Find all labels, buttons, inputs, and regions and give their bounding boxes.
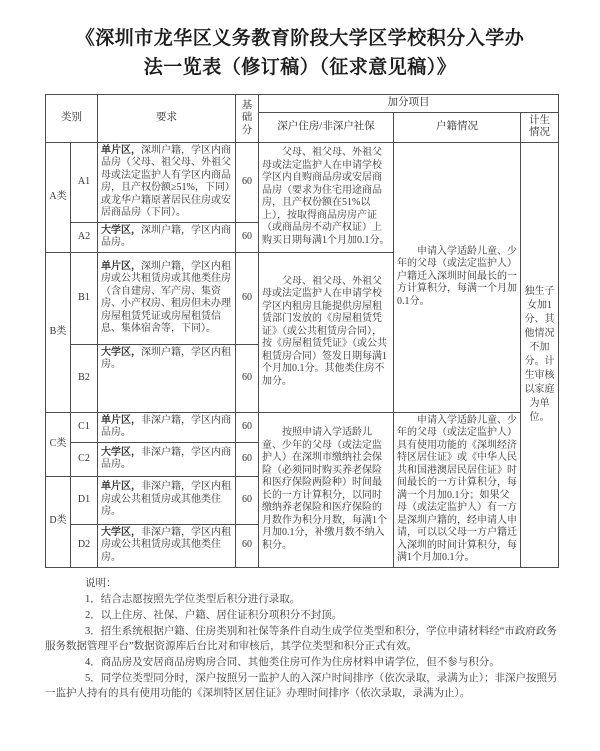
page-title-line1: 《深圳市龙华区义务教育阶段大学区学校积分入学办 <box>75 28 525 49</box>
note-item-1: 1．结合志愿按照先学位类型后积分进行录取。 <box>85 593 301 605</box>
row-b2-code: B2 <box>71 344 98 412</box>
row-b1-lead: 单片区， <box>101 260 141 272</box>
group-b-label: B类 <box>46 252 71 412</box>
row-a1-code: A1 <box>71 142 98 222</box>
header-hukou: 户籍情况 <box>394 112 521 142</box>
group-d-label: D类 <box>46 476 71 567</box>
note-item-3: 3．招生系统根据户籍、住房类别和社保等条件自动生成学位类型和积分，学位申请材料经“市政府政务服务数据管理平台”数据资源库后台比对和审核后，其学位类型和积分正式有效。 <box>45 625 557 652</box>
row-a1-lead: 单片区， <box>101 144 141 156</box>
bonus-housing-a: 父母、祖父母、外祖父母或法定监护人在申请学校学区内自购商品房或安居商品房（要求为住宅用途商品房，且产权份额在51%以上），按取得商品房房产证（或商品房不动产权证）上购买日期每满1个月加0.1分。 <box>259 142 394 252</box>
row-a2-code: A2 <box>71 222 98 252</box>
bonus-social-cd: 按照申请入学适龄儿童、少年的父母（或法定监护人）在深圳市缴纳社会保险（必须同时购买养老保险和医疗保险两险种）时间最长的一方计算积分，以同时缴纳养老保险和医疗保险的月数作为积分月数，每满1个月加0.1分，补缴月数不纳入积分。 <box>259 412 394 567</box>
row-d1-req-text: 非深户籍，学区内租房或公共租赁房或其他类住房。 <box>101 481 231 518</box>
note-item-2: 2．以上住房、社保、户籍、居住证积分项积分不封顶。 <box>85 609 343 621</box>
row-a2-req-text: 深圳户籍，学区内商品房。 <box>101 224 231 248</box>
table-row-a1 <box>46 142 559 222</box>
row-c1-requirement <box>98 412 236 442</box>
header-requirement: 要求 <box>98 95 236 143</box>
bonus-family-planning: 独生子女加1分、其他情况不加分。计生审核以家庭为单位。 <box>521 142 559 567</box>
row-b2-req-text: 深圳户籍，学区内租房。 <box>101 346 231 370</box>
header-family-planning: 计生情况 <box>521 112 559 142</box>
row-b1-code: B1 <box>71 252 98 344</box>
row-b2-requirement <box>98 344 236 412</box>
row-a1-score: 60 <box>236 142 259 222</box>
row-a1-requirement <box>98 142 236 222</box>
row-d2-requirement <box>98 524 236 567</box>
row-c2-req-text: 非深户籍，学区内商品房。 <box>101 446 231 470</box>
header-bonus-group: 加分项目 <box>259 95 559 113</box>
row-b1-req-text: 深圳户籍，学区内租房或公共租赁房或其他类住房（含自建房、军产房、集资房、小产权房、租房但未办理房屋租赁凭证或房屋租赁信息、集体宿舍等，下同）。 <box>101 260 231 334</box>
group-a-label: A类 <box>46 142 71 252</box>
row-b2-score: 60 <box>236 344 259 412</box>
row-b2-lead: 大学区， <box>101 346 141 358</box>
header-base-score: 基础分 <box>236 95 259 143</box>
table-row-c1 <box>46 412 559 442</box>
row-d2-score: 60 <box>236 524 259 567</box>
row-c2-score: 60 <box>236 442 259 476</box>
row-b1-score: 60 <box>236 252 259 344</box>
row-c1-lead: 单片区， <box>101 414 141 426</box>
page-title <box>0 24 600 82</box>
bonus-hukou-cd: 申请入学适龄儿童、少年的父母（或法定监护人）具有使用功能的《深圳经济特区居住证》或《中华人民共和国港澳居民居住证》时间最长的一方计算积分，每满一个月加0.1分；如果父母（或法定监护人）有一方是深圳户籍的，经申请人申请，可以以父母一方户籍迁入深圳的时间计算积分，每满1个月加0.1分。 <box>394 412 521 567</box>
row-c1-score: 60 <box>236 412 259 442</box>
row-c2-code: C2 <box>71 442 98 476</box>
row-c2-lead: 大学区， <box>101 446 141 458</box>
row-d2-lead: 大学区， <box>101 526 141 538</box>
row-d1-code: D1 <box>71 476 98 524</box>
row-c1-code: C1 <box>71 412 98 442</box>
notes-section <box>45 576 558 701</box>
row-d1-score: 60 <box>236 476 259 524</box>
bonus-hukou-ab: 申请入学适龄儿童、少年的父母（或法定监护人）户籍迁入深圳时间最长的一方计算积分，每满一个月加0.1分。 <box>394 142 521 412</box>
admission-points-table <box>45 94 559 568</box>
note-item-4: 4．商品房及安居商品房购房合同、其他类住房可作为住房材料申请学位，但不参与积分。 <box>85 656 500 668</box>
note-item-5: 5．同学位类型同分时，深户按照另一监护人的入深户时间排序（依次录取，录满为止）；非深户按照另一监护人持有的具有使用功能的《深圳特区居住证》办理时间排序（依次录取，录满为止）。 <box>45 672 558 699</box>
header-category: 类别 <box>46 95 98 143</box>
row-c2-requirement <box>98 442 236 476</box>
page-title-line2: 法一览表（修订稿）（征求意见稿）》 <box>143 57 457 78</box>
row-d2-req-text: 非深户籍，学区内租房或公共租赁房或其他类住房。 <box>101 526 231 563</box>
row-a2-score: 60 <box>236 222 259 252</box>
row-d2-code: D2 <box>71 524 98 567</box>
notes-label: 说明： <box>85 577 117 589</box>
row-a1-req-text: 深圳户籍，学区内商品房（父母、祖父母、外祖父母或法定监护人有学区内商品房，且产权份额≥51%，下同）或龙华户籍原著居民住房或安居商品房（下同）。 <box>101 144 231 218</box>
row-c1-req-text: 非深户籍，学区内商品房。 <box>101 414 231 438</box>
row-a2-requirement <box>98 222 236 252</box>
document-page <box>0 24 600 751</box>
row-d1-requirement <box>98 476 236 524</box>
bonus-housing-b: 父母、祖父母、外祖父母或法定监护人在申请学校学区内租房且能提供房屋租赁部门发放的《房屋租赁凭证》（或公共租赁房合同），按《房屋租赁凭证》（或公共租赁房合同）签发日期每满1个月加0.1分。其他类住房不加分。 <box>259 252 394 412</box>
group-c-label: C类 <box>46 412 71 476</box>
header-housing-social: 深户住房/非深户社保 <box>259 112 394 142</box>
row-d1-lead: 单片区， <box>101 481 141 493</box>
row-b1-requirement <box>98 252 236 344</box>
row-a2-lead: 大学区， <box>101 224 141 236</box>
